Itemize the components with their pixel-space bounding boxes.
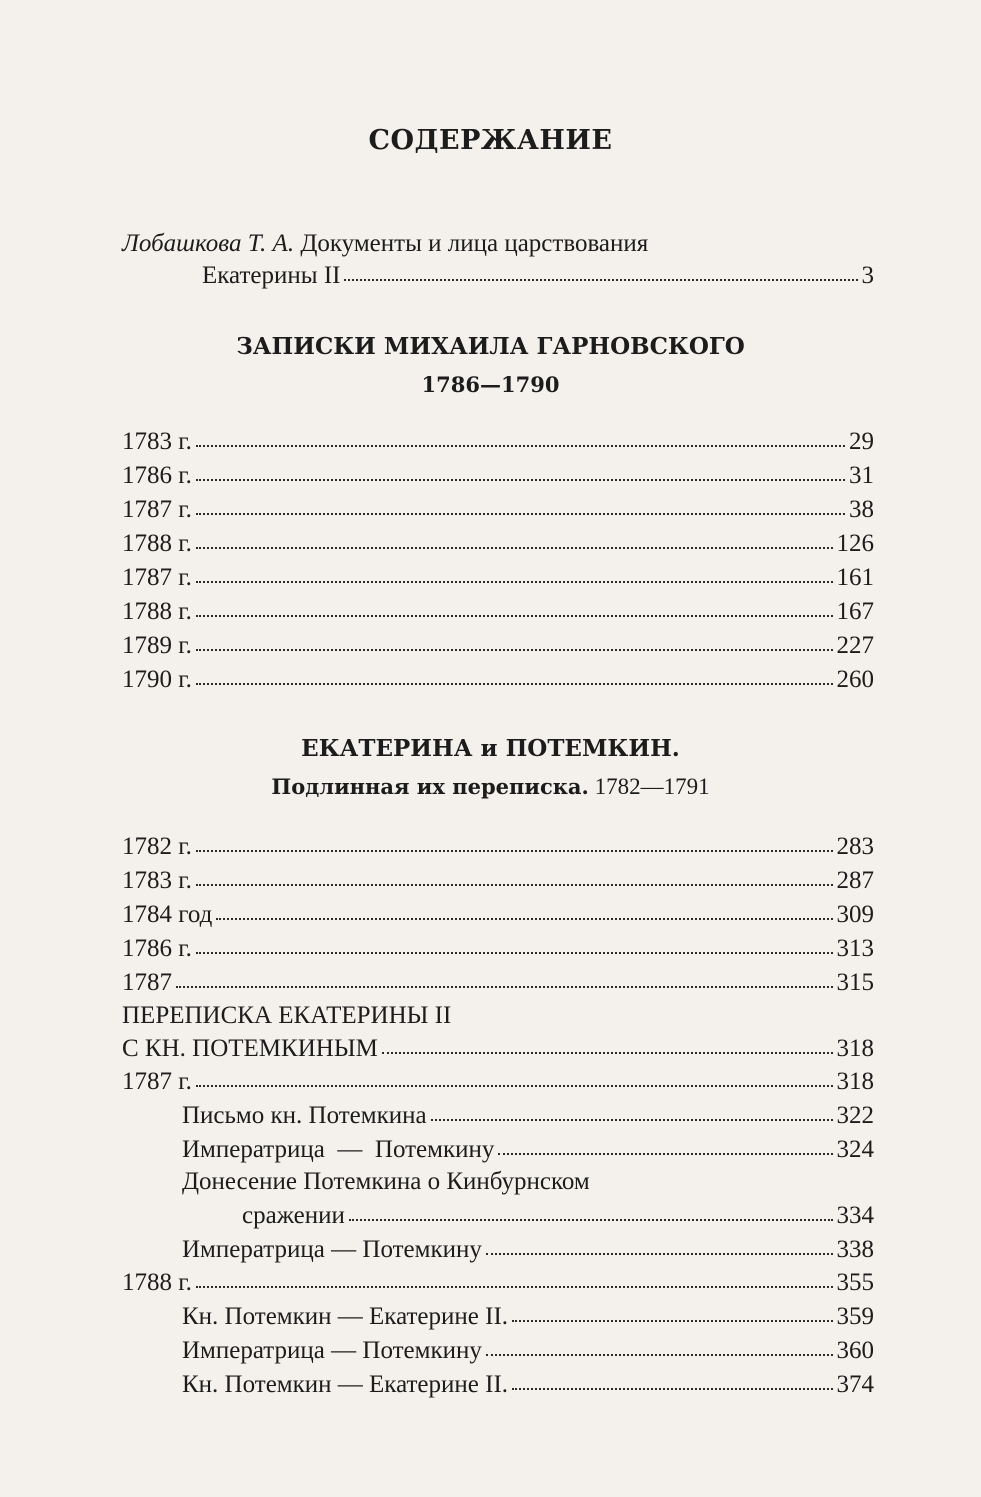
page-number: 355 (836, 1269, 874, 1296)
intro-entry-line2[interactable] (202, 262, 874, 290)
toc-entry[interactable] (122, 1068, 874, 1096)
entry-label: Кн. Потемкин — Екатерине II. (182, 1371, 509, 1398)
page-number: 334 (836, 1202, 874, 1229)
page-number: 167 (836, 598, 874, 625)
entry-label: 1787 г. (122, 1068, 192, 1095)
leader-dots (196, 881, 833, 886)
page-number: 287 (836, 867, 874, 894)
toc-entry[interactable] (122, 666, 874, 694)
page-number: 324 (836, 1136, 874, 1163)
page-number: 161 (836, 564, 874, 591)
toc-entry[interactable] (122, 1269, 874, 1297)
toc-subentry[interactable] (182, 1337, 874, 1365)
intro-title: Документы и лица царствования (294, 230, 649, 257)
contents-heading: СОДЕРЖАНИЕ (368, 125, 613, 156)
section2-title: ЕКАТЕРИНА и ПОТЕМКИН. (301, 735, 680, 762)
subtitle-bold: Подлинная их переписка. (271, 774, 589, 799)
page-number: 318 (836, 1068, 874, 1095)
leader-dots (498, 1150, 832, 1155)
entry-label: Императрица — Потемкину (182, 1337, 482, 1364)
leader-dots (196, 949, 833, 954)
toc-entry[interactable] (122, 632, 874, 660)
toc-subentry[interactable] (182, 1371, 874, 1399)
page-number: 338 (836, 1236, 874, 1263)
intro-entry-line1[interactable] (122, 230, 648, 258)
entry-label: Императрица — Потемкину (182, 1236, 482, 1263)
page-number: 313 (836, 935, 874, 962)
leader-dots (382, 1049, 833, 1054)
entry-label: Письмо кн. Потемкина (182, 1102, 427, 1129)
page-number: 315 (836, 969, 874, 996)
toc-entry[interactable] (122, 901, 874, 929)
page-number: 260 (836, 666, 874, 693)
leader-dots (196, 612, 833, 617)
toc-entry[interactable] (122, 598, 874, 626)
section1-years: 1786—1790 (421, 372, 560, 397)
entry-label: 1787 г. (122, 564, 192, 591)
entry-label: Кн. Потемкин — Екатерине II. (182, 1303, 509, 1330)
page-number: 374 (836, 1371, 874, 1398)
page-number: 126 (836, 530, 874, 557)
entry-label: 1783 г. (122, 428, 192, 455)
entry-label: 1790 г. (122, 666, 192, 693)
leader-dots (431, 1116, 833, 1121)
toc-entry[interactable] (122, 428, 874, 456)
page-number: 38 (849, 496, 874, 523)
intro-author: Лобашкова Т. А. (122, 230, 295, 257)
intro-title-cont: Екатерины II (202, 262, 341, 289)
leader-dots (344, 276, 857, 281)
leader-dots (512, 1385, 832, 1390)
leader-dots (196, 578, 833, 583)
page-number: 283 (836, 833, 874, 860)
page-number: 3 (861, 262, 874, 289)
toc-entry[interactable] (122, 530, 874, 558)
entry-label: 1788 г. (122, 1269, 192, 1296)
toc-subentry[interactable] (182, 1303, 874, 1331)
toc-entry[interactable] (122, 867, 874, 895)
toc-subentry[interactable] (242, 1202, 874, 1230)
leader-dots (196, 646, 833, 651)
page-number: 31 (849, 462, 874, 489)
page-number: 359 (836, 1303, 874, 1330)
toc-entry[interactable] (122, 969, 874, 997)
entry-label: 1788 г. (122, 530, 192, 557)
section1-title: ЗАПИСКИ МИХАИЛА ГАРНОВСКОГО (236, 333, 745, 360)
page-number: 29 (849, 428, 874, 455)
entry-label: 1789 г. (122, 632, 192, 659)
page-number: 360 (836, 1337, 874, 1364)
leader-dots (196, 510, 845, 515)
entry-label: 1784 год (122, 901, 213, 928)
page-number: 322 (836, 1102, 874, 1129)
entry-label: С КН. ПОТЕМКИНЫМ (122, 1035, 378, 1062)
leader-dots (196, 1082, 833, 1087)
section2-subtitle (0, 774, 981, 800)
toc-subentry[interactable] (182, 1102, 874, 1130)
entry-label: 1786 г. (122, 462, 192, 489)
entry-label: 1782 г. (122, 833, 192, 860)
leader-dots (196, 544, 833, 549)
leader-dots (176, 983, 833, 988)
leader-dots (196, 1283, 833, 1288)
toc-subentry[interactable] (182, 1236, 874, 1264)
leader-dots (486, 1250, 833, 1255)
leader-dots (196, 476, 845, 481)
page-number: 318 (836, 1035, 874, 1062)
leader-dots (196, 442, 845, 447)
correspondence-entry[interactable] (122, 1035, 874, 1063)
page-number: 227 (836, 632, 874, 659)
entry-label: сражении (242, 1202, 345, 1229)
leader-dots (486, 1351, 833, 1356)
toc-entry[interactable] (122, 462, 874, 490)
entry-label: 1788 г. (122, 598, 192, 625)
entry-label: Императрица — Потемкину (182, 1136, 495, 1163)
leader-dots (349, 1216, 833, 1221)
page-number: 309 (836, 901, 874, 928)
donesenie-line1: Донесение Потемкина о Кинбурнском (182, 1168, 590, 1195)
entry-label: 1786 г. (122, 935, 192, 962)
toc-entry[interactable] (122, 564, 874, 592)
leader-dots (512, 1317, 832, 1322)
subtitle-years: 1782—1791 (588, 774, 710, 799)
toc-entry[interactable] (122, 935, 874, 963)
entry-label: 1787 г. (122, 496, 192, 523)
leader-dots (216, 915, 832, 920)
entry-label: 1783 г. (122, 867, 192, 894)
toc-entry[interactable] (122, 496, 874, 524)
leader-dots (196, 680, 833, 685)
entry-label: 1787 (122, 969, 172, 996)
correspondence-heading-line1: ПЕРЕПИСКА ЕКАТЕРИНЫ II (122, 1002, 452, 1029)
leader-dots (196, 847, 833, 852)
toc-entry[interactable] (122, 833, 874, 861)
toc-subentry[interactable] (182, 1136, 874, 1164)
